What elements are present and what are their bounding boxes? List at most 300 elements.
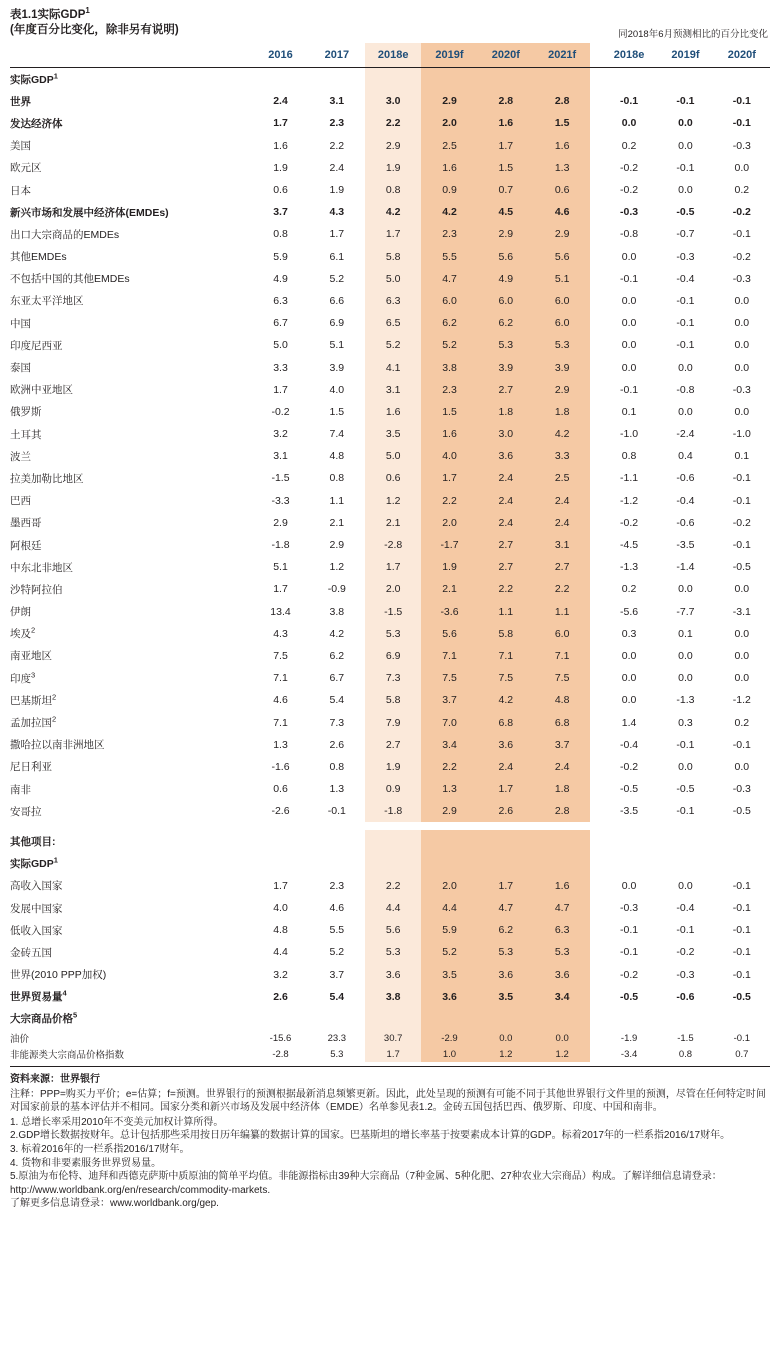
row-label: 世界 [10, 95, 31, 108]
row-value: 1.7 [478, 778, 534, 800]
row-value: 2.9 [365, 135, 421, 157]
row-value: 3.5 [421, 964, 477, 986]
row-value: 2.7 [534, 556, 590, 578]
row-value: 7.3 [365, 667, 421, 689]
row-value: 2.4 [534, 756, 590, 778]
row-revision-value: 0.0 [621, 117, 637, 130]
row-value: 2.7 [478, 556, 534, 578]
row-value: 3.9 [478, 356, 534, 378]
table-row [10, 135, 770, 157]
row-gap [590, 875, 601, 897]
row-gap [590, 401, 601, 423]
row-gap [590, 853, 601, 875]
row-value: 3.7 [273, 206, 288, 219]
row-value: 4.2 [478, 689, 534, 711]
row-value: 5.1 [329, 339, 345, 352]
row-gap [590, 778, 601, 800]
row-gap [590, 534, 601, 556]
row-value: -1.5 [271, 472, 290, 485]
row-revision-value: -1.9 [620, 1032, 638, 1044]
row-value: 2.7 [478, 534, 534, 556]
row-value: 6.0 [478, 290, 534, 312]
row-revision-value: 0.0 [621, 317, 637, 330]
row-value: 5.6 [534, 246, 590, 268]
row-revision-value: 0.2 [734, 716, 750, 729]
row-value [478, 853, 534, 875]
row-revision-value: -0.2 [620, 968, 639, 981]
row-revision-value: -0.3 [732, 139, 751, 152]
row-gap [590, 830, 601, 852]
row-value: 6.8 [478, 711, 534, 733]
row-value: 1.1 [478, 601, 534, 623]
row-gap [590, 556, 601, 578]
row-revision-value: -0.1 [620, 272, 639, 285]
row-value: 4.6 [534, 201, 590, 223]
row-value [309, 853, 365, 875]
row-label: 南非 [10, 783, 31, 796]
row-value: 2.4 [478, 467, 534, 489]
row-value: 4.2 [534, 423, 590, 445]
row-value: 2.2 [365, 875, 421, 897]
table-footer [10, 1073, 770, 1211]
row-label-superscript: 5 [73, 1010, 78, 1020]
row-revision-value: -1.2 [732, 694, 751, 707]
row-revision-value: -0.4 [620, 738, 639, 751]
row-value: 0.8 [365, 179, 421, 201]
table-row [10, 290, 770, 312]
row-value: 4.8 [273, 924, 288, 937]
table-body [10, 68, 770, 1063]
row-value: 0.7 [478, 179, 534, 201]
table-row [10, 534, 770, 556]
row-value [309, 1008, 365, 1030]
row-revision-value [601, 68, 657, 91]
row-gap [590, 645, 601, 667]
table-row [10, 964, 770, 986]
title-superscript: 1 [85, 6, 90, 16]
row-gap [590, 964, 601, 986]
row-revision-value: -0.5 [676, 783, 695, 796]
table-row [10, 919, 770, 941]
row-revision-value: 0.0 [734, 627, 750, 640]
row-value: -2.6 [271, 805, 290, 818]
row-revision-value: 0.0 [734, 339, 750, 352]
row-value: 3.7 [421, 689, 477, 711]
row-value: -0.9 [327, 583, 346, 596]
row-gap [590, 1046, 601, 1062]
row-value: 1.9 [365, 756, 421, 778]
row-value: 4.5 [478, 201, 534, 223]
row-label: 中东北非地区 [10, 561, 73, 574]
row-revision-value: -0.5 [732, 805, 751, 818]
row-value: 5.3 [478, 941, 534, 963]
row-value: 6.9 [365, 645, 421, 667]
row-value [534, 830, 590, 852]
row-gap [590, 179, 601, 201]
row-label-superscript: 2 [52, 714, 57, 724]
row-value: 0.6 [365, 467, 421, 489]
row-value [421, 68, 477, 91]
row-revision-value: -0.1 [732, 924, 751, 937]
row-revision-value: -0.1 [676, 924, 695, 937]
row-gap [590, 312, 601, 334]
row-label: 大宗商品价格$^5$ [10, 1010, 78, 1026]
table-header-row [10, 43, 770, 68]
table-row [10, 423, 770, 445]
row-value: 2.4 [478, 490, 534, 512]
row-gap [590, 246, 601, 268]
row-value: 6.9 [329, 317, 345, 330]
row-value: 6.0 [421, 290, 477, 312]
row-gap [590, 919, 601, 941]
row-value: 3.6 [534, 964, 590, 986]
table-row [10, 689, 770, 711]
row-revision-value: -0.1 [732, 539, 751, 552]
row-gap [590, 578, 601, 600]
row-revision-value: 0.0 [621, 672, 637, 685]
row-value: 1.0 [421, 1046, 477, 1062]
row-value: 2.4 [478, 512, 534, 534]
row-gap [590, 445, 601, 467]
row-value: 2.4 [329, 161, 345, 174]
row-revision-value: -0.3 [732, 383, 751, 396]
row-value: 4.3 [329, 206, 345, 219]
row-revision-value: 0.8 [678, 1048, 693, 1060]
row-label-superscript: 1 [53, 71, 58, 81]
row-gap [590, 467, 601, 489]
row-value: 4.7 [421, 268, 477, 290]
row-revision-value: -0.2 [620, 516, 639, 529]
row-value: 1.3 [329, 783, 345, 796]
row-revision-value: 0.0 [734, 405, 750, 418]
footer-note: 注释：PPP=购买力平价；e=估算；f=预测。世界银行的预测根据最新消息频繁更新。因此，此处呈现的预测有可能不同于其他世界银行文件里的预测，尽管在任何特定时间对国家前景的基本评估并不相同。国家分类和新兴市场及发展中经济体（EMDE）名单参见表1.2。金砖五国包括巴西、俄罗斯、印度、中国和南非。 [10, 1088, 766, 1114]
row-gap [590, 667, 601, 689]
row-value: 0.6 [273, 184, 288, 197]
table-row [10, 312, 770, 334]
row-value: 7.1 [478, 645, 534, 667]
row-value: 1.7 [365, 1046, 421, 1062]
row-value: 0.8 [273, 228, 288, 241]
spacer-cell [10, 822, 770, 830]
row-revision-value: -0.1 [732, 472, 751, 485]
row-label: 其他项目: [10, 835, 56, 848]
row-revision-value: -0.4 [676, 494, 695, 507]
row-revision-value: -1.5 [677, 1032, 694, 1044]
row-label: 印度尼西亚 [10, 339, 63, 352]
row-revision-value: -1.0 [620, 428, 639, 441]
row-value: 1.2 [329, 561, 345, 574]
row-value: 5.6 [421, 623, 477, 645]
row-revision-value: -0.2 [620, 184, 639, 197]
row-value: 2.2 [329, 139, 345, 152]
row-revision-value: -0.5 [676, 206, 695, 219]
row-value: 5.4 [329, 694, 345, 707]
row-value: 7.1 [273, 672, 288, 685]
row-gap [590, 356, 601, 378]
row-revision-value: -0.3 [676, 968, 695, 981]
row-value: 5.1 [534, 268, 590, 290]
row-gap [590, 1030, 601, 1046]
row-value [252, 1008, 308, 1030]
row-value: 5.5 [329, 924, 345, 937]
row-value: 4.0 [273, 902, 288, 915]
row-revision-value: -0.6 [676, 990, 695, 1003]
row-value: 4.1 [365, 356, 421, 378]
row-revision-value: 0.4 [678, 450, 693, 463]
row-value: 2.9 [534, 223, 590, 245]
row-value: 1.7 [421, 467, 477, 489]
row-value: -3.3 [271, 494, 290, 507]
row-value: 2.2 [365, 112, 421, 134]
row-revision-value: 0.0 [621, 649, 637, 662]
row-value: 2.1 [421, 578, 477, 600]
row-revision-value: -0.2 [732, 206, 751, 219]
row-label: 不包括中国的其他EMDEs [10, 273, 130, 286]
table-row [10, 512, 770, 534]
row-revision-value [601, 1008, 657, 1030]
row-value: 5.8 [365, 689, 421, 711]
row-revision-value: -0.5 [732, 561, 751, 574]
title-line-1 [10, 8, 770, 23]
row-revision-value: 0.7 [735, 1048, 749, 1060]
row-value: 3.8 [421, 356, 477, 378]
row-value: 5.2 [365, 334, 421, 356]
row-value: 2.7 [478, 379, 534, 401]
row-value: 5.5 [421, 246, 477, 268]
row-value: 2.3 [421, 379, 477, 401]
table-row [10, 778, 770, 800]
row-value: 3.0 [478, 423, 534, 445]
row-value: 30.7 [365, 1030, 421, 1046]
row-value: 3.5 [365, 423, 421, 445]
table-row [10, 875, 770, 897]
row-value: 4.8 [329, 450, 345, 463]
row-revision-value: 0.0 [678, 583, 693, 596]
header-rev-2018e: 2018e [601, 43, 657, 68]
row-value: 2.8 [534, 800, 590, 822]
row-value: 2.0 [365, 578, 421, 600]
row-label-superscript: 1 [53, 855, 58, 865]
row-value: 4.4 [365, 897, 421, 919]
title-text: 表1.1实际GDP [10, 9, 86, 21]
row-value: 6.1 [329, 250, 345, 263]
row-value: 2.9 [273, 516, 288, 529]
row-value [365, 68, 421, 91]
row-value: 3.7 [534, 734, 590, 756]
row-value: 3.6 [478, 964, 534, 986]
table-row [10, 645, 770, 667]
row-value: 0.0 [534, 1030, 590, 1046]
row-gap [590, 112, 601, 134]
row-revision-value: -3.5 [620, 805, 639, 818]
row-revision-value [601, 853, 657, 875]
row-label: 高收入国家 [10, 880, 63, 893]
row-revision-value: -0.1 [620, 946, 639, 959]
row-value: 4.2 [365, 201, 421, 223]
table-row [10, 667, 770, 689]
row-value: 2.2 [478, 578, 534, 600]
row-value: 1.7 [478, 135, 534, 157]
row-revision-value: 0.0 [621, 339, 637, 352]
row-revision-value: 0.0 [734, 317, 750, 330]
row-label-superscript: 2 [52, 692, 57, 702]
row-revision-value: -0.7 [676, 228, 695, 241]
row-value: 2.4 [478, 756, 534, 778]
row-value: 3.8 [329, 605, 345, 618]
row-value: 2.0 [421, 875, 477, 897]
row-label-superscript: 4 [62, 988, 67, 998]
row-revision-value: -5.6 [620, 605, 639, 618]
row-revision-value: -0.1 [620, 95, 639, 108]
row-value: 1.7 [273, 879, 288, 892]
row-label: 美国 [10, 140, 31, 153]
row-value: -1.5 [365, 601, 421, 623]
row-label: 俄罗斯 [10, 406, 42, 419]
row-revision-value: 0.0 [678, 117, 693, 130]
row-value: 2.8 [478, 90, 534, 112]
table-row [10, 1030, 770, 1046]
table-row [10, 986, 770, 1008]
table-row [10, 268, 770, 290]
row-value: 2.9 [421, 800, 477, 822]
row-value: 7.3 [329, 716, 345, 729]
table-row [10, 897, 770, 919]
row-label: 新兴市场和发展中经济体(EMDEs) [10, 206, 169, 219]
row-revision-value: 0.0 [621, 694, 637, 707]
row-label: 泰国 [10, 362, 31, 375]
row-value [365, 1008, 421, 1030]
row-value: -2.8 [365, 534, 421, 556]
row-gap [590, 135, 601, 157]
row-value: 1.2 [365, 490, 421, 512]
row-label: 发展中国家 [10, 902, 63, 915]
row-value: 6.0 [534, 623, 590, 645]
row-value: 1.1 [329, 494, 345, 507]
row-value: 4.8 [534, 689, 590, 711]
row-value: 2.3 [329, 117, 345, 130]
row-revision-value: -2.4 [676, 428, 695, 441]
row-value: 5.3 [365, 941, 421, 963]
row-value: 1.3 [273, 738, 288, 751]
row-label: 中国 [10, 317, 31, 330]
row-label: 东亚太平洋地区 [10, 295, 84, 308]
title-line-2: (年度百分比变化，除非另有说明) [10, 24, 179, 36]
row-revision-value: -0.2 [620, 161, 639, 174]
row-value: 2.4 [534, 512, 590, 534]
row-value: 3.1 [329, 95, 345, 108]
table-row [10, 711, 770, 733]
row-value: 1.3 [421, 778, 477, 800]
row-value: 2.9 [329, 539, 345, 552]
row-value: 3.5 [478, 986, 534, 1008]
row-value: 3.6 [478, 445, 534, 467]
row-gap [590, 897, 601, 919]
row-value: -0.2 [271, 405, 290, 418]
row-label: 沙特阿拉伯 [10, 583, 63, 596]
footer-note-item: 4. 货物和非要素服务世界贸易量。 [10, 1157, 162, 1169]
row-value: 6.7 [273, 317, 288, 330]
table-row [10, 941, 770, 963]
row-revision-value [657, 853, 713, 875]
row-label: 发达经济体 [10, 117, 63, 130]
row-revision-value: -0.1 [732, 95, 751, 108]
row-revision-value: 0.3 [621, 627, 637, 640]
row-label: 出口大宗商品的EMDEs [10, 228, 120, 241]
table-row [10, 556, 770, 578]
row-revision-value: -0.5 [620, 990, 639, 1003]
row-value: 2.1 [365, 512, 421, 534]
row-revision-value: 0.0 [734, 649, 750, 662]
row-label: 尼日利亚 [10, 761, 52, 774]
row-label: 伊朗 [10, 606, 31, 619]
row-value: 1.6 [478, 112, 534, 134]
header-2020f: 2020f [478, 43, 534, 68]
row-revision-value [714, 853, 770, 875]
row-revision-value: 0.0 [678, 760, 693, 773]
row-revision-value: 0.0 [678, 361, 693, 374]
row-label: 拉美加勒比地区 [10, 472, 84, 485]
row-gap [590, 201, 601, 223]
row-value: 3.6 [478, 734, 534, 756]
row-value: 23.3 [327, 1032, 347, 1044]
row-value: -15.6 [269, 1032, 292, 1044]
row-value [478, 830, 534, 852]
row-revision-value: -0.1 [732, 946, 751, 959]
row-value: 1.5 [329, 405, 345, 418]
table-row [10, 830, 770, 852]
row-value: 3.9 [534, 356, 590, 378]
row-revision-value: -0.3 [620, 206, 639, 219]
row-value: 0.9 [365, 778, 421, 800]
row-value: 2.7 [365, 734, 421, 756]
row-revision-value: 0.0 [678, 879, 693, 892]
row-value: 7.1 [534, 645, 590, 667]
row-value [365, 853, 421, 875]
row-gap [590, 601, 601, 623]
row-revision-value: 0.0 [734, 294, 750, 307]
row-value: -2.9 [421, 1030, 477, 1046]
row-revision-value: -3.4 [620, 1048, 638, 1060]
row-value: 6.2 [421, 312, 477, 334]
row-value [421, 830, 477, 852]
row-value: 2.8 [534, 90, 590, 112]
row-revision-value [657, 68, 713, 91]
row-value: 7.5 [273, 649, 288, 662]
row-revision-value [714, 1008, 770, 1030]
row-revision-value: -4.5 [620, 539, 639, 552]
row-value: 3.4 [534, 986, 590, 1008]
row-revision-value: -0.1 [676, 339, 695, 352]
row-revision-value: 0.0 [734, 583, 750, 596]
row-revision-value: 0.2 [621, 583, 637, 596]
row-value: 7.4 [329, 428, 345, 441]
row-value: 5.2 [329, 946, 345, 959]
row-gap [590, 268, 601, 290]
row-revision-value: -0.4 [676, 902, 695, 915]
row-value: 5.9 [421, 919, 477, 941]
row-revision-value: 0.8 [621, 450, 637, 463]
row-value: 5.3 [534, 941, 590, 963]
row-value: 1.6 [534, 875, 590, 897]
row-value [309, 830, 365, 852]
row-gap [590, 1008, 601, 1030]
row-revision-value: -0.1 [620, 383, 639, 396]
row-revision-value [657, 1008, 713, 1030]
row-value: 1.7 [273, 117, 288, 130]
table-row [10, 90, 770, 112]
row-value: 5.0 [365, 445, 421, 467]
row-label: 实际GDP$^1$ [10, 71, 58, 86]
